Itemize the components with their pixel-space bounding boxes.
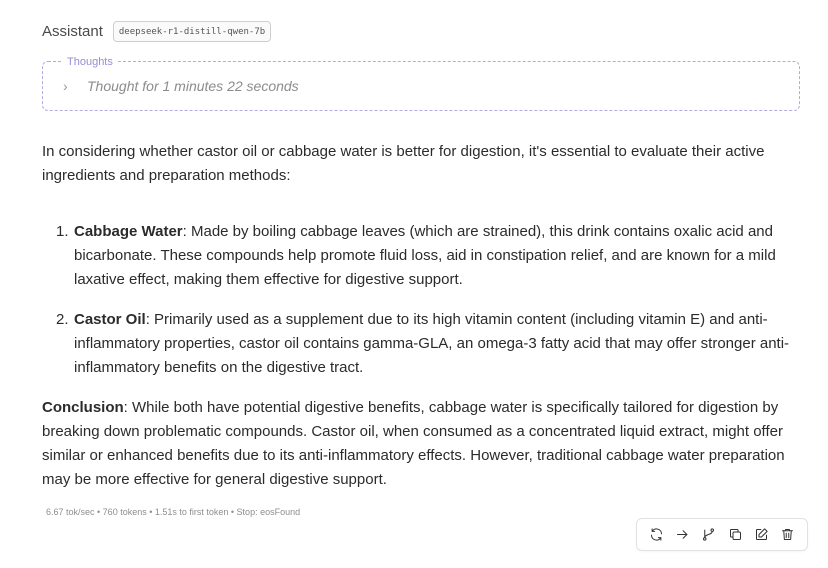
chevron-right-icon: ›: [63, 78, 68, 94]
generation-stats: 6.67 tok/sec • 760 tokens • 1.51s to first token • Stop: eosFound: [46, 507, 301, 517]
edit-button[interactable]: [750, 524, 772, 546]
branch-icon: [701, 527, 716, 542]
list-number: 2.: [56, 311, 69, 328]
continue-button[interactable]: [671, 524, 693, 546]
branch-button[interactable]: [698, 524, 720, 546]
message-content: [42, 140, 802, 492]
intro-paragraph: In considering whether castor oil or cabbage water is better for digestion, it's essential to evaluate their active ingredients and preparation methods:: [42, 143, 765, 184]
edit-icon: [754, 527, 769, 542]
list-item-title: Castor Oil: [74, 311, 146, 328]
message-actions: [636, 518, 808, 551]
copy-button[interactable]: [724, 524, 746, 546]
model-badge[interactable]: deepseek-r1-distill-qwen-7b: [113, 21, 271, 42]
copy-icon: [728, 527, 743, 542]
regenerate-icon: [649, 527, 664, 542]
list-number: 1.: [56, 223, 69, 240]
list-item-text: : Primarily used as a supplement due to its high vitamin content (including vitamin E) and anti-inflammatory properties, castor oil contains gamma-GLA, an omega-3 fatty acid that may offer stronger anti-inflammatory benefits on the digestive tract.: [74, 311, 790, 376]
role-label: Assistant: [42, 23, 103, 40]
list-item-text: : Made by boiling cabbage leaves (which are strained), this drink contains oxalic acid and bicarbonate. These compounds help promote fluid loss, aid in constipation relief, and are known for a mild laxative effect, making them effective for digestive support.: [74, 223, 776, 288]
list-item: [42, 308, 802, 380]
conclusion-text: : While both have potential digestive benefits, cabbage water is specifically tailored for digestion by breaking down problematic compounds. Castor oil, when consumed as a concentrated liquid extract, might offer similar or enhanced benefits due to its anti-inflammatory effects. However, traditional cabbage water preparation may be more effective for general digestive support.: [42, 399, 785, 488]
conclusion-paragraph: [42, 396, 802, 492]
thought-duration: Thought for 1 minutes 22 seconds: [87, 78, 299, 94]
delete-icon: [780, 527, 795, 542]
thoughts-toggle[interactable]: [63, 78, 299, 94]
thoughts-legend: Thoughts: [63, 55, 117, 69]
ingredient-list: [42, 220, 802, 380]
conclusion-title: Conclusion: [42, 399, 124, 416]
delete-button[interactable]: [777, 524, 799, 546]
regenerate-button[interactable]: [645, 524, 667, 546]
list-item: [42, 220, 802, 292]
list-item-title: Cabbage Water: [74, 223, 183, 240]
message-header: [42, 21, 271, 42]
continue-arrow-icon: [675, 527, 690, 542]
thoughts-panel: [42, 56, 800, 111]
